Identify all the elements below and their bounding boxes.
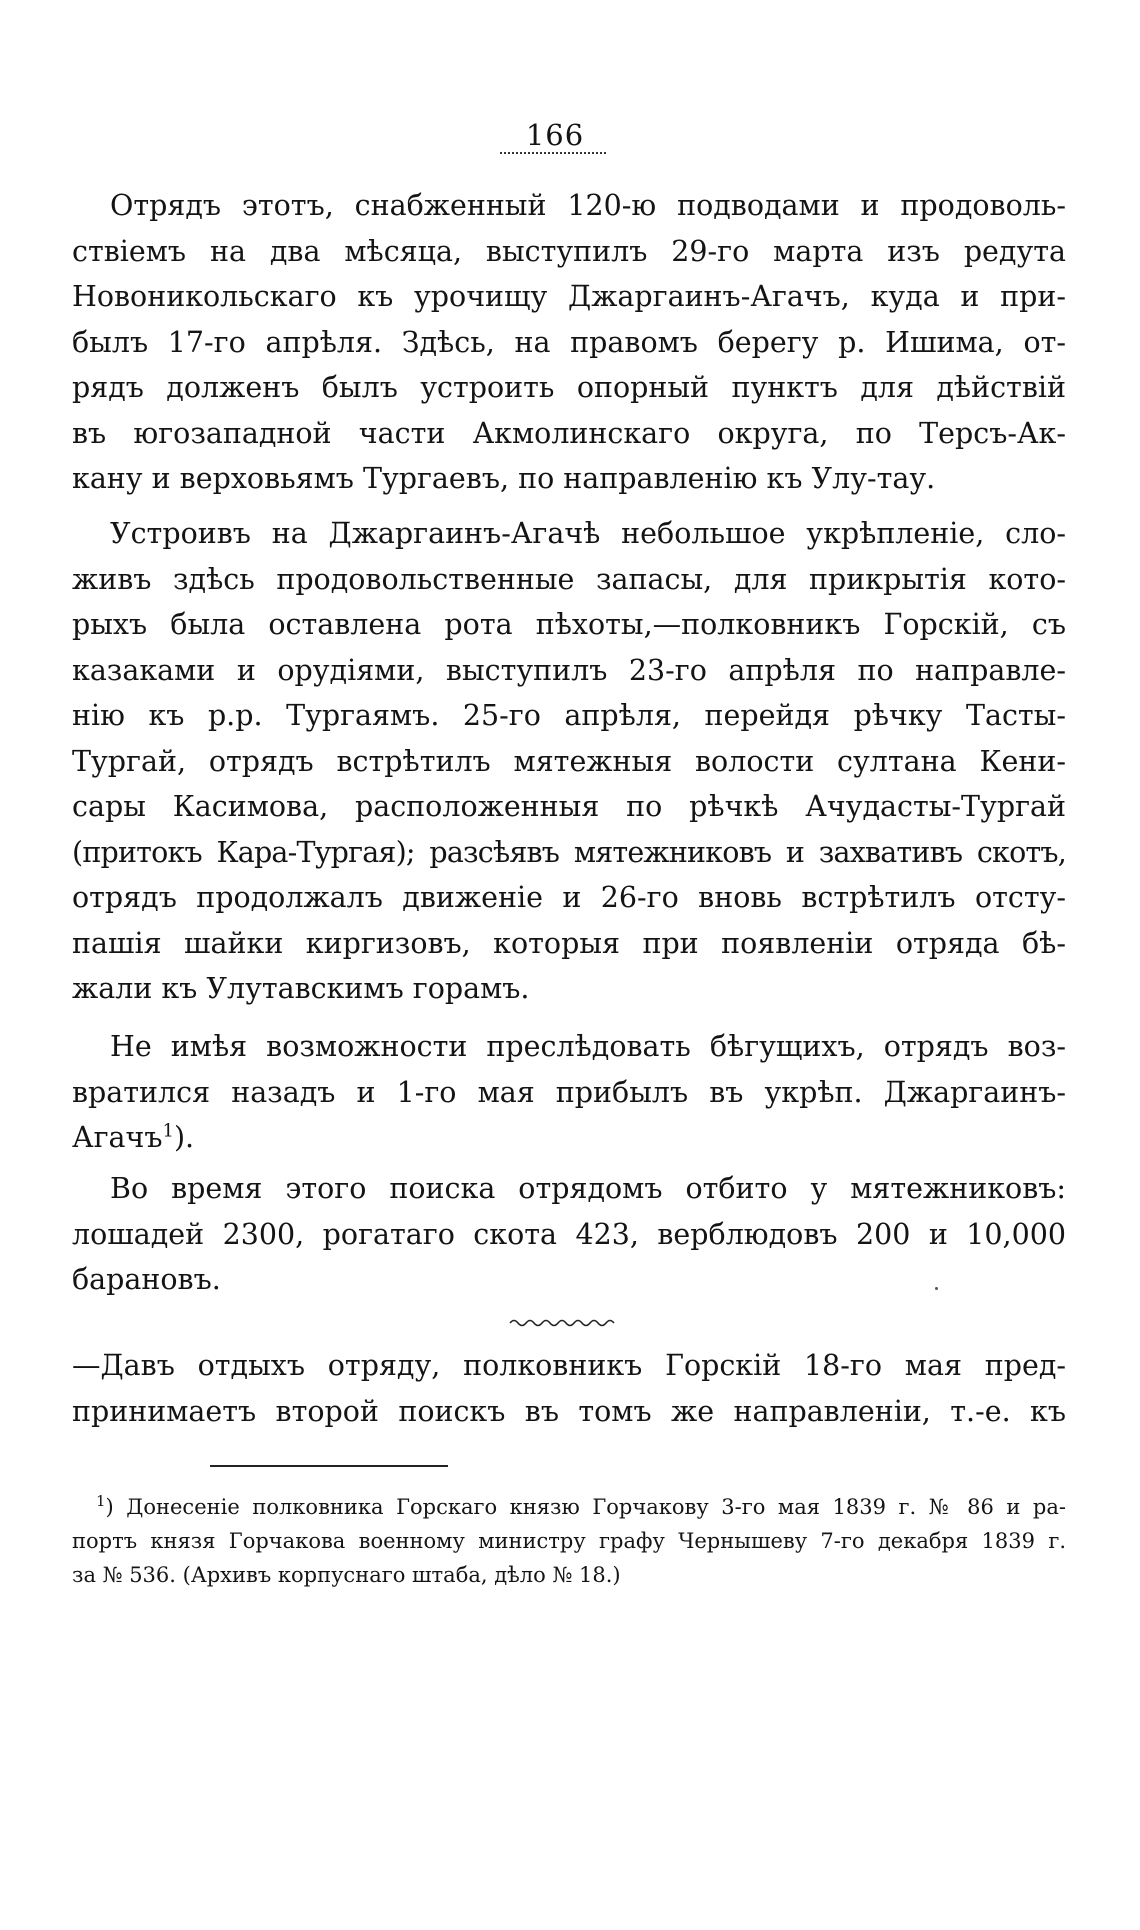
- text-line: ствіемъ на два мѣсяца, выступилъ 29-го марта изъ редута: [72, 234, 1066, 268]
- text-line: Отрядъ этотъ, снабженный 120-ю подводами и продоволь-: [110, 189, 1066, 222]
- text-line: сары Касимова, расположенныя по рѣчкѣ Ачудасты-Тургай: [72, 790, 1066, 823]
- text-line: Новоникольскаго къ урочищу Джаргаинъ-Агачъ, куда и при-: [72, 280, 1066, 313]
- print-speck: [935, 1287, 938, 1290]
- text-line: отрядъ продолжалъ движеніе и 26-го вновь встрѣтилъ отсту-: [72, 881, 1066, 914]
- text-line: Не имѣя возможности преслѣдовать бѣгущихъ, отрядъ воз-: [110, 1030, 1066, 1063]
- text-line: —Давъ отдыхъ отряду, полковникъ Горскій 18-го мая пред-: [72, 1349, 1066, 1382]
- text-fragment: Агачъ: [72, 1121, 163, 1154]
- footnote-text: ) Донесеніе полковника Горскаго князю Горчакову 3-го мая 1839 г. № 86 и ра-: [105, 1495, 1066, 1519]
- footnote-reference[interactable]: 1: [162, 1120, 174, 1142]
- text-line: принимаетъ второй поискъ въ томъ же направленіи, т.-е. къ: [72, 1394, 1066, 1428]
- page-number: 166: [525, 118, 585, 152]
- text-line: барановъ.: [72, 1263, 221, 1296]
- text-line: пашія шайки киргизовъ, которыя при появленіи отряда бѣ-: [72, 926, 1066, 960]
- text-line: Устроивъ на Джаргаинъ-Агачѣ небольшое укрѣпленіе, сло-: [110, 517, 1066, 550]
- paragraph-4: [72, 1166, 1066, 1303]
- paragraph-3: [72, 1024, 1066, 1161]
- paragraph-5: [72, 1343, 1066, 1434]
- text-line: Тургай, отрядъ встрѣтилъ мятежныя волости султана Кени-: [72, 744, 1066, 778]
- wavy-divider: [508, 1316, 618, 1330]
- text-fragment: ).: [173, 1121, 195, 1154]
- text-line-with-footnote: [72, 1115, 1066, 1161]
- footnote-marker: 1: [96, 1492, 106, 1510]
- text-line: (притокъ Кара-Тургая); разсѣявъ мятежниковъ и захвативъ скотъ,: [72, 835, 1066, 869]
- footnote-line: портъ князя Горчакова военному министру графу Чернышеву 7-го декабря 1839 г.: [72, 1529, 1066, 1553]
- paragraph-2: [72, 511, 1066, 1012]
- text-line: нію къ р.р. Тургаямъ. 25-го апрѣля, перейдя рѣчку Тасты-: [72, 699, 1066, 732]
- text-line: вратился назадъ и 1-го мая прибылъ въ укрѣп. Джаргаинъ-: [72, 1075, 1066, 1109]
- page-number-underline: [500, 152, 606, 154]
- footnote-line: за № 536. (Архивъ корпуснаго штаба, дѣло № 18.): [72, 1563, 621, 1587]
- text-line: рядъ долженъ былъ устроить опорный пунктъ для дѣйствій: [72, 371, 1066, 404]
- text-line: казаками и орудіями, выступилъ 23-го апрѣля по направле-: [72, 653, 1066, 687]
- text-line: Во время этого поиска отрядомъ отбито у мятежниковъ:: [110, 1172, 1066, 1205]
- text-line: въ югозападной части Акмолинскаго округа, по Терсъ-Ак-: [72, 416, 1066, 450]
- text-line: жали къ Улутавскимъ горамъ.: [72, 972, 530, 1005]
- text-line: рыхъ была оставлена рота пѣхоты,—полковникъ Горскій, съ: [72, 608, 1066, 641]
- text-line: лошадей 2300, рогатаго скота 423, верблюдовъ 200 и 10,000: [72, 1217, 1066, 1251]
- footnote-separator: [210, 1465, 448, 1467]
- paragraph-1: [72, 183, 1066, 502]
- text-line: былъ 17-го апрѣля. Здѣсь, на правомъ берегу р. Ишима, от-: [72, 325, 1066, 359]
- footnote: [72, 1490, 1066, 1592]
- footnote-line: [72, 1490, 1066, 1524]
- text-line: кану и верховьямъ Тургаевъ, по направленію къ Улу-тау.: [72, 462, 936, 495]
- text-line: живъ здѣсь продовольственные запасы, для прикрытія кото-: [72, 562, 1066, 596]
